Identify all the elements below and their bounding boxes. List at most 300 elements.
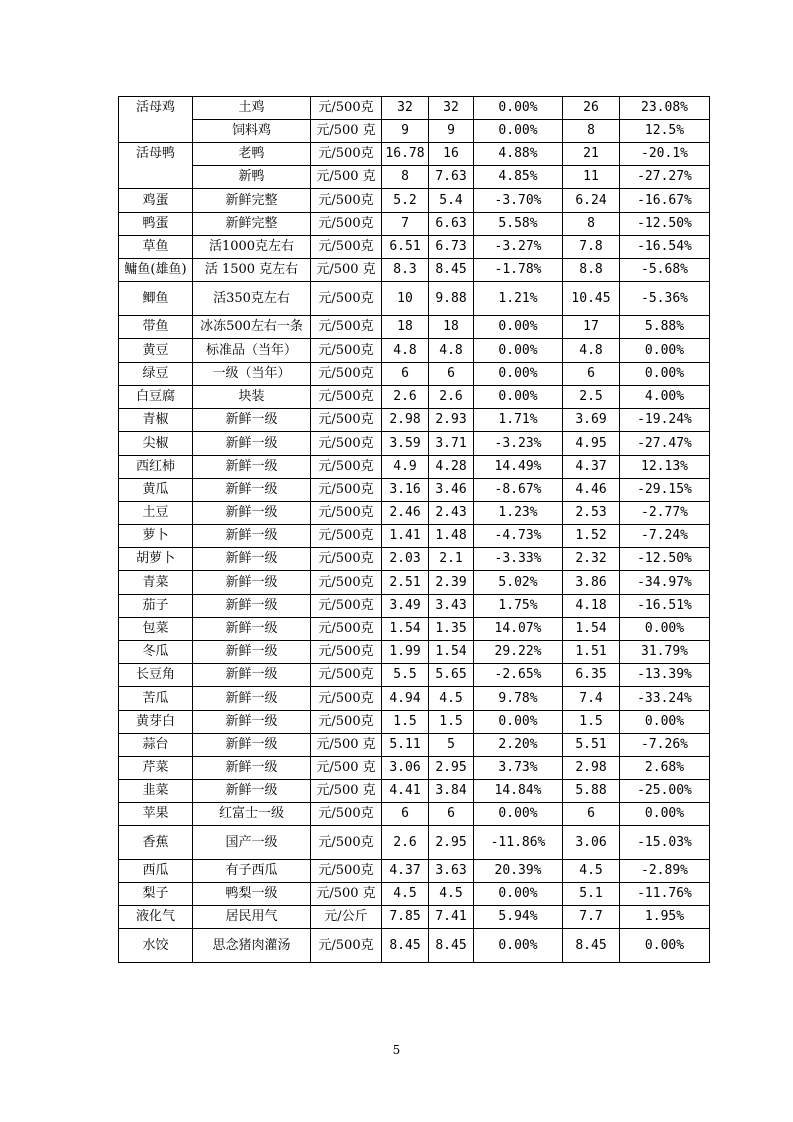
cell-unit: 元/500克 <box>311 664 382 687</box>
table-row <box>119 189 710 213</box>
cell-spec: 新鲜完整 <box>193 213 311 236</box>
cell-spec: 冰冻500左右一条 <box>193 316 311 339</box>
table-row <box>119 213 710 236</box>
cell-mom-change: 1.71% <box>474 409 563 432</box>
cell-mom-change: 5.94% <box>474 906 563 929</box>
cell-item-name: 西红柿 <box>119 456 193 479</box>
cell-current-price: 32 <box>382 97 429 120</box>
cell-previous-price: 2.6 <box>429 386 474 409</box>
cell-previous-price: 1.5 <box>429 711 474 734</box>
cell-yoy-change: -29.15% <box>620 479 710 502</box>
cell-previous-price: 2.39 <box>429 571 474 595</box>
cell-previous-price: 3.46 <box>429 479 474 502</box>
cell-yoy-change: -20.1% <box>620 143 710 166</box>
cell-mom-change: 20.39% <box>474 860 563 883</box>
cell-year-ago-price: 3.86 <box>563 571 620 595</box>
cell-spec: 国产一级 <box>193 826 311 860</box>
cell-unit: 元/500 克 <box>311 259 382 282</box>
cell-current-price: 5.11 <box>382 734 429 757</box>
cell-yoy-change: 23.08% <box>620 97 710 120</box>
cell-spec: 新鲜一级 <box>193 595 311 618</box>
cell-mom-change: 0.00% <box>474 883 563 906</box>
cell-previous-price: 4.5 <box>429 883 474 906</box>
cell-yoy-change: 4.00% <box>620 386 710 409</box>
cell-yoy-change: -27.47% <box>620 432 710 456</box>
cell-current-price: 4.8 <box>382 339 429 363</box>
cell-mom-change: 0.00% <box>474 363 563 386</box>
cell-item-name: 芹菜 <box>119 757 193 780</box>
cell-current-price: 18 <box>382 316 429 339</box>
cell-yoy-change: 0.00% <box>620 803 710 826</box>
cell-previous-price: 6 <box>429 363 474 386</box>
table-row <box>119 166 710 189</box>
cell-year-ago-price: 4.8 <box>563 339 620 363</box>
cell-unit: 元/500克 <box>311 618 382 641</box>
cell-item-name: 黄瓜 <box>119 479 193 502</box>
cell-year-ago-price: 8 <box>563 213 620 236</box>
cell-yoy-change: -19.24% <box>620 409 710 432</box>
cell-mom-change: 0.00% <box>474 386 563 409</box>
cell-item-name: 长豆角 <box>119 664 193 687</box>
cell-year-ago-price: 4.5 <box>563 860 620 883</box>
cell-current-price: 3.59 <box>382 432 429 456</box>
cell-mom-change: 1.23% <box>474 502 563 525</box>
cell-mom-change: 0.00% <box>474 97 563 120</box>
cell-spec: 新鲜一级 <box>193 525 311 548</box>
cell-yoy-change: -34.97% <box>620 571 710 595</box>
table-row <box>119 259 710 282</box>
cell-item-name: 尖椒 <box>119 432 193 456</box>
cell-unit: 元/500克 <box>311 571 382 595</box>
cell-mom-change: -8.67% <box>474 479 563 502</box>
cell-year-ago-price: 2.53 <box>563 502 620 525</box>
cell-spec: 标准品（当年） <box>193 339 311 363</box>
cell-spec: 新鲜一级 <box>193 548 311 571</box>
cell-yoy-change: 0.00% <box>620 929 710 963</box>
cell-unit: 元/500克 <box>311 363 382 386</box>
cell-yoy-change: -27.27% <box>620 166 710 189</box>
cell-current-price: 8.45 <box>382 929 429 963</box>
cell-previous-price: 3.71 <box>429 432 474 456</box>
cell-spec: 有子西瓜 <box>193 860 311 883</box>
cell-year-ago-price: 5.51 <box>563 734 620 757</box>
cell-unit: 元/500克 <box>311 687 382 711</box>
cell-current-price: 2.51 <box>382 571 429 595</box>
cell-unit: 元/500 克 <box>311 734 382 757</box>
cell-year-ago-price: 5.1 <box>563 883 620 906</box>
cell-yoy-change: 12.5% <box>620 120 710 143</box>
cell-mom-change: 14.84% <box>474 780 563 803</box>
cell-spec: 新鲜一级 <box>193 479 311 502</box>
cell-unit: 元/公斤 <box>311 906 382 929</box>
cell-year-ago-price: 2.5 <box>563 386 620 409</box>
cell-item-name: 西瓜 <box>119 860 193 883</box>
table-row <box>119 386 710 409</box>
cell-item-name: 活母鸭 <box>119 143 193 189</box>
cell-year-ago-price: 5.88 <box>563 780 620 803</box>
cell-unit: 元/500 克 <box>311 780 382 803</box>
cell-unit: 元/500克 <box>311 502 382 525</box>
cell-current-price: 10 <box>382 282 429 316</box>
table-row <box>119 143 710 166</box>
table-row <box>119 883 710 906</box>
table-row <box>119 316 710 339</box>
cell-spec: 红富士一级 <box>193 803 311 826</box>
cell-current-price: 2.03 <box>382 548 429 571</box>
cell-spec: 新鲜一级 <box>193 757 311 780</box>
cell-spec: 新鸭 <box>193 166 311 189</box>
cell-unit: 元/500克 <box>311 860 382 883</box>
cell-year-ago-price: 6 <box>563 363 620 386</box>
cell-item-name: 萝卜 <box>119 525 193 548</box>
cell-previous-price: 4.28 <box>429 456 474 479</box>
cell-current-price: 2.6 <box>382 386 429 409</box>
cell-yoy-change: -15.03% <box>620 826 710 860</box>
cell-current-price: 6 <box>382 803 429 826</box>
cell-spec: 活 1500 克左右 <box>193 259 311 282</box>
cell-previous-price: 1.35 <box>429 618 474 641</box>
cell-item-name: 带鱼 <box>119 316 193 339</box>
cell-spec: 新鲜一级 <box>193 409 311 432</box>
cell-mom-change: -3.27% <box>474 236 563 259</box>
cell-yoy-change: -7.24% <box>620 525 710 548</box>
cell-item-name: 绿豆 <box>119 363 193 386</box>
cell-mom-change: -11.86% <box>474 826 563 860</box>
cell-spec: 活1000克左右 <box>193 236 311 259</box>
cell-current-price: 3.49 <box>382 595 429 618</box>
cell-unit: 元/500克 <box>311 316 382 339</box>
cell-current-price: 3.06 <box>382 757 429 780</box>
cell-previous-price: 32 <box>429 97 474 120</box>
cell-previous-price: 3.63 <box>429 860 474 883</box>
cell-previous-price: 4.8 <box>429 339 474 363</box>
cell-yoy-change: -12.50% <box>620 548 710 571</box>
cell-previous-price: 1.54 <box>429 641 474 664</box>
table-row <box>119 548 710 571</box>
cell-previous-price: 7.63 <box>429 166 474 189</box>
cell-mom-change: -1.78% <box>474 259 563 282</box>
cell-mom-change: -2.65% <box>474 664 563 687</box>
table-row <box>119 711 710 734</box>
cell-mom-change: 5.02% <box>474 571 563 595</box>
cell-item-name: 鸭蛋 <box>119 213 193 236</box>
table-row <box>119 363 710 386</box>
cell-previous-price: 6.73 <box>429 236 474 259</box>
table-row <box>119 339 710 363</box>
table-row <box>119 687 710 711</box>
cell-current-price: 3.16 <box>382 479 429 502</box>
cell-current-price: 4.37 <box>382 860 429 883</box>
cell-current-price: 6 <box>382 363 429 386</box>
cell-yoy-change: 12.13% <box>620 456 710 479</box>
price-table <box>118 96 710 963</box>
cell-previous-price: 4.5 <box>429 687 474 711</box>
cell-item-name: 液化气 <box>119 906 193 929</box>
cell-previous-price: 18 <box>429 316 474 339</box>
cell-item-name: 黄芽白 <box>119 711 193 734</box>
table-row <box>119 860 710 883</box>
cell-mom-change: 2.20% <box>474 734 563 757</box>
cell-unit: 元/500克 <box>311 803 382 826</box>
cell-year-ago-price: 4.46 <box>563 479 620 502</box>
cell-previous-price: 3.43 <box>429 595 474 618</box>
cell-unit: 元/500克 <box>311 525 382 548</box>
cell-mom-change: -4.73% <box>474 525 563 548</box>
cell-mom-change: 14.07% <box>474 618 563 641</box>
cell-year-ago-price: 1.5 <box>563 711 620 734</box>
cell-current-price: 4.94 <box>382 687 429 711</box>
cell-spec: 活350克左右 <box>193 282 311 316</box>
cell-unit: 元/500克 <box>311 432 382 456</box>
cell-current-price: 7 <box>382 213 429 236</box>
cell-previous-price: 9 <box>429 120 474 143</box>
cell-yoy-change: -25.00% <box>620 780 710 803</box>
cell-yoy-change: -5.68% <box>620 259 710 282</box>
cell-unit: 元/500克 <box>311 548 382 571</box>
cell-yoy-change: -16.54% <box>620 236 710 259</box>
cell-spec: 土鸡 <box>193 97 311 120</box>
cell-unit: 元/500克 <box>311 929 382 963</box>
cell-item-name: 鳙鱼(雄鱼) <box>119 259 193 282</box>
cell-spec: 新鲜一级 <box>193 641 311 664</box>
cell-unit: 元/500克 <box>311 479 382 502</box>
cell-item-name: 香蕉 <box>119 826 193 860</box>
cell-item-name: 苹果 <box>119 803 193 826</box>
cell-previous-price: 3.84 <box>429 780 474 803</box>
cell-year-ago-price: 6.24 <box>563 189 620 213</box>
cell-previous-price: 2.95 <box>429 757 474 780</box>
cell-item-name: 胡萝卜 <box>119 548 193 571</box>
cell-year-ago-price: 1.51 <box>563 641 620 664</box>
cell-previous-price: 6.63 <box>429 213 474 236</box>
cell-unit: 元/500克 <box>311 213 382 236</box>
cell-yoy-change: -5.36% <box>620 282 710 316</box>
cell-item-name: 冬瓜 <box>119 641 193 664</box>
cell-year-ago-price: 6.35 <box>563 664 620 687</box>
table-row <box>119 803 710 826</box>
cell-spec: 新鲜一级 <box>193 780 311 803</box>
cell-current-price: 4.41 <box>382 780 429 803</box>
cell-current-price: 2.6 <box>382 826 429 860</box>
cell-previous-price: 2.93 <box>429 409 474 432</box>
table-row <box>119 780 710 803</box>
cell-unit: 元/500 克 <box>311 883 382 906</box>
cell-yoy-change: -33.24% <box>620 687 710 711</box>
cell-current-price: 2.98 <box>382 409 429 432</box>
cell-previous-price: 7.41 <box>429 906 474 929</box>
cell-yoy-change: -7.26% <box>620 734 710 757</box>
cell-yoy-change: 1.95% <box>620 906 710 929</box>
table-row <box>119 595 710 618</box>
cell-mom-change: 0.00% <box>474 711 563 734</box>
cell-current-price: 1.41 <box>382 525 429 548</box>
cell-mom-change: 0.00% <box>474 803 563 826</box>
table-row <box>119 502 710 525</box>
table-row <box>119 236 710 259</box>
cell-spec: 新鲜一级 <box>193 711 311 734</box>
cell-spec: 新鲜一级 <box>193 432 311 456</box>
cell-year-ago-price: 7.8 <box>563 236 620 259</box>
table-row <box>119 97 710 120</box>
cell-year-ago-price: 4.18 <box>563 595 620 618</box>
cell-yoy-change: 31.79% <box>620 641 710 664</box>
cell-previous-price: 2.95 <box>429 826 474 860</box>
cell-spec: 新鲜一级 <box>193 687 311 711</box>
cell-mom-change: 4.85% <box>474 166 563 189</box>
cell-year-ago-price: 8.8 <box>563 259 620 282</box>
table-row <box>119 734 710 757</box>
cell-item-name: 黄豆 <box>119 339 193 363</box>
cell-mom-change: 0.00% <box>474 929 563 963</box>
cell-unit: 元/500克 <box>311 386 382 409</box>
table-row <box>119 456 710 479</box>
cell-spec: 新鲜完整 <box>193 189 311 213</box>
cell-year-ago-price: 21 <box>563 143 620 166</box>
table-row <box>119 525 710 548</box>
cell-current-price: 1.5 <box>382 711 429 734</box>
cell-year-ago-price: 1.52 <box>563 525 620 548</box>
cell-year-ago-price: 2.32 <box>563 548 620 571</box>
page-number: 5 <box>392 1043 401 1057</box>
cell-unit: 元/500 克 <box>311 166 382 189</box>
cell-mom-change: 3.73% <box>474 757 563 780</box>
cell-item-name: 活母鸡 <box>119 97 193 143</box>
cell-previous-price: 2.43 <box>429 502 474 525</box>
cell-unit: 元/500克 <box>311 236 382 259</box>
table-row <box>119 120 710 143</box>
cell-previous-price: 6 <box>429 803 474 826</box>
cell-yoy-change: -12.50% <box>620 213 710 236</box>
cell-spec: 鸭梨一级 <box>193 883 311 906</box>
cell-yoy-change: -16.51% <box>620 595 710 618</box>
cell-year-ago-price: 8 <box>563 120 620 143</box>
table-row <box>119 479 710 502</box>
cell-spec: 新鲜一级 <box>193 456 311 479</box>
cell-year-ago-price: 11 <box>563 166 620 189</box>
table-row <box>119 757 710 780</box>
cell-unit: 元/500克 <box>311 641 382 664</box>
cell-yoy-change: -16.67% <box>620 189 710 213</box>
cell-item-name: 茄子 <box>119 595 193 618</box>
cell-unit: 元/500克 <box>311 409 382 432</box>
cell-previous-price: 5 <box>429 734 474 757</box>
cell-item-name: 白豆腐 <box>119 386 193 409</box>
cell-mom-change: 14.49% <box>474 456 563 479</box>
cell-spec: 居民用气 <box>193 906 311 929</box>
cell-mom-change: 1.75% <box>474 595 563 618</box>
cell-mom-change: 1.21% <box>474 282 563 316</box>
cell-mom-change: -3.33% <box>474 548 563 571</box>
cell-unit: 元/500克 <box>311 97 382 120</box>
cell-yoy-change: 0.00% <box>620 618 710 641</box>
cell-yoy-change: 2.68% <box>620 757 710 780</box>
cell-current-price: 1.54 <box>382 618 429 641</box>
cell-year-ago-price: 8.45 <box>563 929 620 963</box>
table-row <box>119 409 710 432</box>
cell-unit: 元/500克 <box>311 143 382 166</box>
cell-current-price: 4.5 <box>382 883 429 906</box>
cell-unit: 元/500 克 <box>311 120 382 143</box>
cell-current-price: 4.9 <box>382 456 429 479</box>
cell-previous-price: 5.4 <box>429 189 474 213</box>
cell-yoy-change: 0.00% <box>620 711 710 734</box>
cell-previous-price: 8.45 <box>429 929 474 963</box>
table-row <box>119 929 710 963</box>
cell-current-price: 8.3 <box>382 259 429 282</box>
cell-item-name: 青椒 <box>119 409 193 432</box>
cell-item-name: 包菜 <box>119 618 193 641</box>
cell-year-ago-price: 4.95 <box>563 432 620 456</box>
cell-item-name: 青菜 <box>119 571 193 595</box>
cell-previous-price: 8.45 <box>429 259 474 282</box>
table-body <box>119 97 710 963</box>
cell-unit: 元/500克 <box>311 282 382 316</box>
cell-spec: 块装 <box>193 386 311 409</box>
cell-year-ago-price: 7.4 <box>563 687 620 711</box>
cell-current-price: 7.85 <box>382 906 429 929</box>
cell-mom-change: 5.58% <box>474 213 563 236</box>
cell-mom-change: 0.00% <box>474 316 563 339</box>
cell-yoy-change: -11.76% <box>620 883 710 906</box>
cell-previous-price: 1.48 <box>429 525 474 548</box>
table-row <box>119 282 710 316</box>
table-row <box>119 432 710 456</box>
cell-spec: 新鲜一级 <box>193 618 311 641</box>
cell-current-price: 1.99 <box>382 641 429 664</box>
cell-previous-price: 9.88 <box>429 282 474 316</box>
table-row <box>119 618 710 641</box>
cell-mom-change: 9.78% <box>474 687 563 711</box>
cell-mom-change: 29.22% <box>474 641 563 664</box>
cell-previous-price: 2.1 <box>429 548 474 571</box>
cell-item-name: 水饺 <box>119 929 193 963</box>
cell-mom-change: -3.23% <box>474 432 563 456</box>
cell-current-price: 2.46 <box>382 502 429 525</box>
cell-item-name: 鸡蛋 <box>119 189 193 213</box>
cell-current-price: 8 <box>382 166 429 189</box>
cell-spec: 新鲜一级 <box>193 664 311 687</box>
cell-yoy-change: -13.39% <box>620 664 710 687</box>
cell-spec: 新鲜一级 <box>193 502 311 525</box>
cell-current-price: 5.2 <box>382 189 429 213</box>
cell-year-ago-price: 17 <box>563 316 620 339</box>
cell-year-ago-price: 3.06 <box>563 826 620 860</box>
table-row <box>119 906 710 929</box>
cell-year-ago-price: 4.37 <box>563 456 620 479</box>
cell-yoy-change: -2.89% <box>620 860 710 883</box>
cell-spec: 思念猪肉灌汤 <box>193 929 311 963</box>
cell-year-ago-price: 26 <box>563 97 620 120</box>
cell-mom-change: 0.00% <box>474 120 563 143</box>
cell-unit: 元/500克 <box>311 826 382 860</box>
cell-spec: 饲料鸡 <box>193 120 311 143</box>
cell-item-name: 土豆 <box>119 502 193 525</box>
cell-previous-price: 16 <box>429 143 474 166</box>
table-row <box>119 826 710 860</box>
cell-year-ago-price: 1.54 <box>563 618 620 641</box>
cell-current-price: 6.51 <box>382 236 429 259</box>
cell-item-name: 蒜台 <box>119 734 193 757</box>
cell-current-price: 5.5 <box>382 664 429 687</box>
table-row <box>119 571 710 595</box>
cell-year-ago-price: 3.69 <box>563 409 620 432</box>
cell-spec: 新鲜一级 <box>193 571 311 595</box>
cell-previous-price: 5.65 <box>429 664 474 687</box>
cell-year-ago-price: 10.45 <box>563 282 620 316</box>
cell-item-name: 韭菜 <box>119 780 193 803</box>
cell-current-price: 9 <box>382 120 429 143</box>
cell-item-name: 梨子 <box>119 883 193 906</box>
